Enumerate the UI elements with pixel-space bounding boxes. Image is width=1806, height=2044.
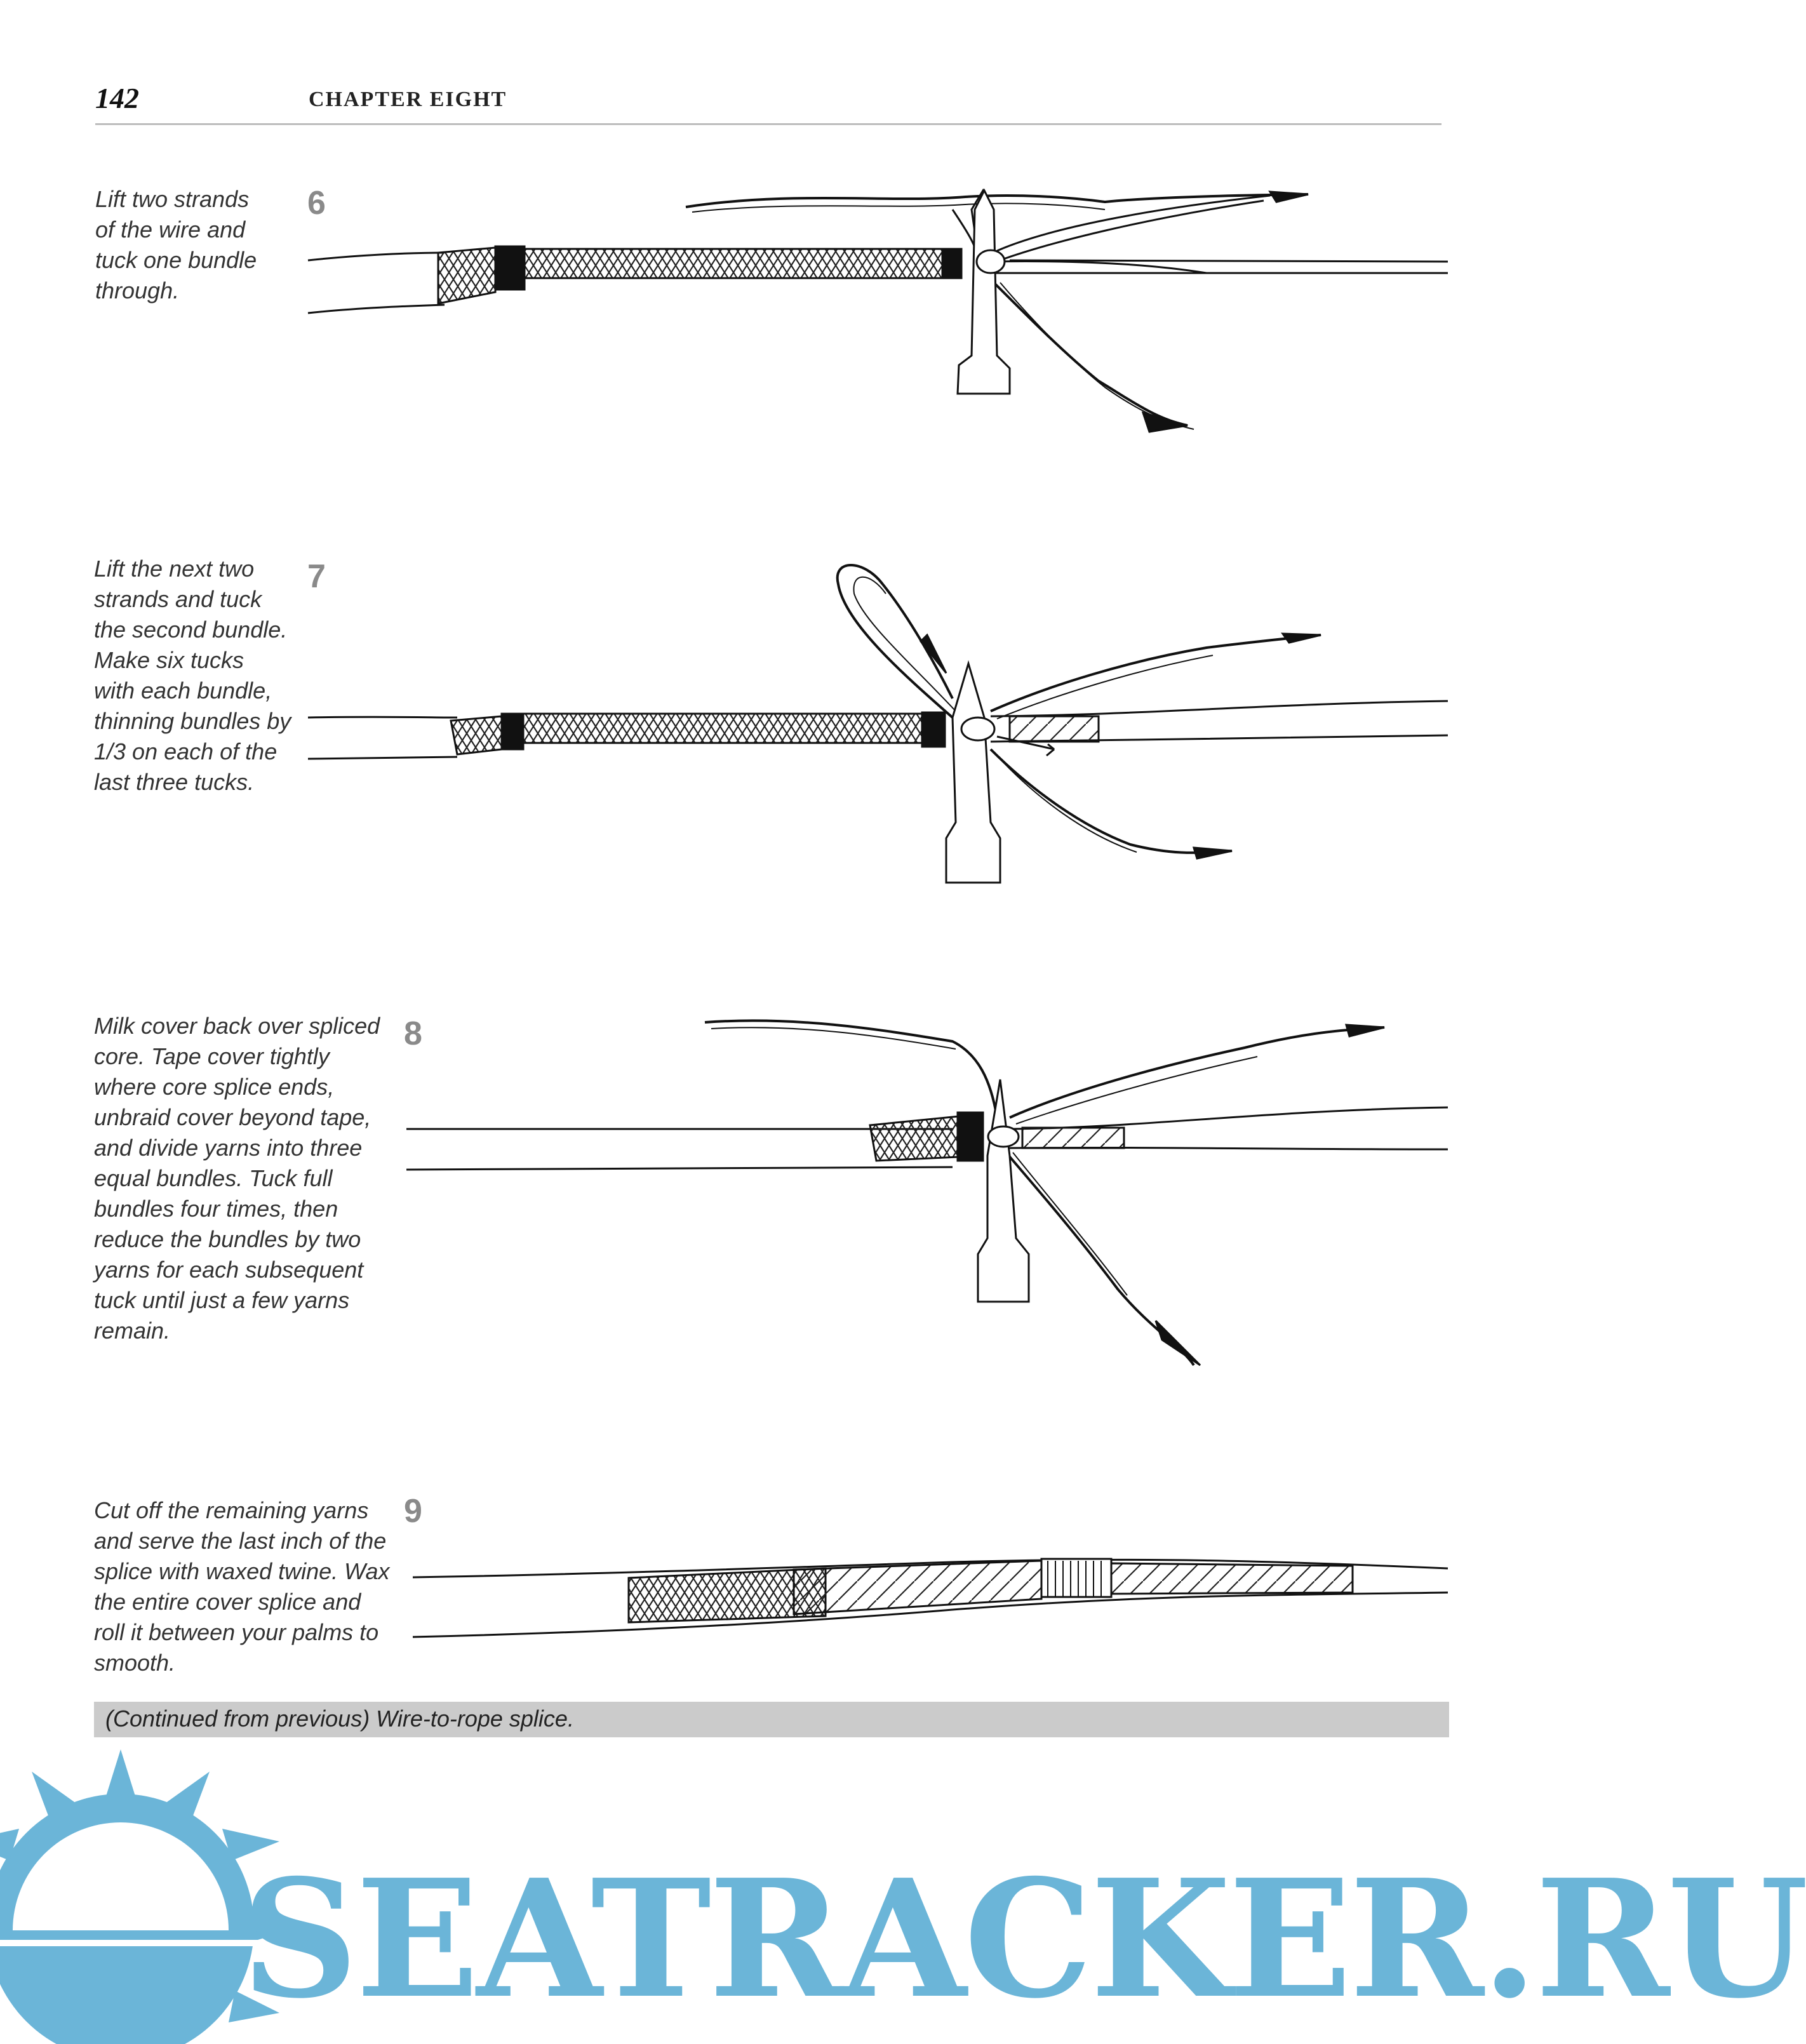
step-7-text-content: Lift the next two strands and tuck the second bundle. Make six tucks with each bundle, thinning bundles by 1/3 on each of the last three tucks. xyxy=(94,556,291,795)
step-9-text: Cut off the remaining yarns and serve the last inch of the splice with waxed twine. Wax the entire cover splice and roll it between your palms to smooth. xyxy=(94,1497,390,1676)
step-8-number: 8 xyxy=(404,1015,422,1052)
step-9-number: 9 xyxy=(404,1493,422,1530)
chapter-title: CHAPTER EIGHT xyxy=(309,88,507,111)
figure-7 xyxy=(308,565,1448,883)
watermark-text: SEATRACKER.RU xyxy=(241,1845,1806,2034)
figure-6 xyxy=(308,190,1448,432)
step-7-number: 7 xyxy=(307,558,326,595)
figure-9 xyxy=(413,1559,1448,1637)
step-6-text: Lift two strands of the wire and tuck one bundle through. xyxy=(95,186,257,304)
step-8-text: Milk cover back over spliced core. Tape cover tightly where core splice ends, unbraid cover beyond tape, and divide yarns into three equal bundles. Tuck full bundles four times, then reduce the bundles by two yarns for each subsequent tuck until just a few yarns remain. xyxy=(94,1013,380,1344)
figure-caption xyxy=(94,1702,1449,1737)
figure-8 xyxy=(406,1020,1448,1365)
step-6-number: 6 xyxy=(307,185,326,222)
figure-caption-text: (Continued from previous) Wire-to-rope splice. xyxy=(105,1706,574,1732)
page-number: 142 xyxy=(95,82,139,114)
